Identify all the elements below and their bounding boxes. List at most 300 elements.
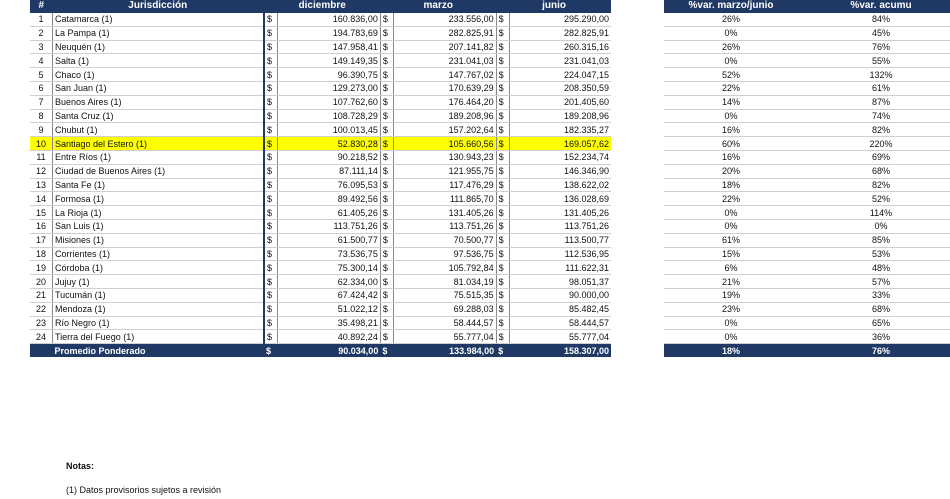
december-value: 35.498,21 [278, 316, 381, 330]
table-row [30, 54, 611, 68]
december-value: 87.111,14 [278, 164, 381, 178]
march-value: 131.405,26 [393, 206, 496, 220]
currency-symbol: $ [264, 13, 278, 26]
currency-symbol: $ [264, 330, 278, 344]
currency-symbol: $ [380, 137, 393, 151]
row-number: 13 [30, 178, 53, 192]
currency-symbol: $ [380, 275, 393, 289]
average-march: 133.984,00 [393, 344, 496, 358]
june-value: 169.057,62 [509, 137, 611, 151]
table-row [30, 219, 611, 233]
var-accumulated-value: 61% [798, 81, 950, 95]
currency-symbol: $ [264, 54, 278, 68]
currency-symbol: $ [380, 178, 393, 192]
currency-symbol: $ [496, 233, 509, 247]
variation-row [664, 330, 950, 344]
december-value: 90.218,52 [278, 150, 381, 164]
currency-symbol: $ [264, 219, 278, 233]
currency-symbol: $ [496, 54, 509, 68]
row-number: 1 [30, 13, 53, 26]
jurisdiction-name: Santa Cruz (1) [53, 109, 265, 123]
var-accumulated-value: 132% [798, 68, 950, 82]
variation-row [664, 26, 950, 40]
june-value: 112.536,95 [509, 247, 611, 261]
currency-symbol: $ [380, 26, 393, 40]
currency-symbol: $ [380, 150, 393, 164]
june-value: 111.622,31 [509, 261, 611, 275]
var-march-june-value: 22% [664, 81, 798, 95]
var-march-june-value: 0% [664, 26, 798, 40]
variation-row [664, 54, 950, 68]
var-march-june-value: 20% [664, 164, 798, 178]
june-value: 113.751,26 [509, 219, 611, 233]
currency-symbol: $ [380, 95, 393, 109]
currency-symbol: $ [380, 192, 393, 206]
currency-symbol: $ [496, 68, 509, 82]
var-march-june-value: 0% [664, 109, 798, 123]
currency-symbol: $ [264, 150, 278, 164]
variation-row [664, 261, 950, 275]
march-value: 170.639,29 [393, 81, 496, 95]
var-march-june-value: 21% [664, 275, 798, 289]
var-accumulated-value: 85% [798, 233, 950, 247]
note-line: (1) Datos provisorios sujetos a revisión [66, 485, 222, 495]
currency-symbol: $ [264, 109, 278, 123]
march-value: 121.955,75 [393, 164, 496, 178]
row-number: 18 [30, 247, 53, 261]
currency-symbol: $ [496, 219, 509, 233]
variation-row [664, 164, 950, 178]
jurisdiction-name: Chaco (1) [53, 68, 265, 82]
index-header: # [30, 0, 53, 13]
average-var-accumulated: 76% [798, 344, 950, 358]
var-march-june-value: 19% [664, 288, 798, 302]
currency-symbol: $ [264, 233, 278, 247]
var-accumulated-value: 87% [798, 95, 950, 109]
march-value: 157.202,64 [393, 123, 496, 137]
december-value: 100.013,45 [278, 123, 381, 137]
december-value: 73.536,75 [278, 247, 381, 261]
variation-row [664, 150, 950, 164]
currency-symbol: $ [496, 95, 509, 109]
variation-row [664, 192, 950, 206]
table-row [30, 137, 611, 151]
var-march-june-value: 22% [664, 192, 798, 206]
december-value: 67.424,42 [278, 288, 381, 302]
row-number: 17 [30, 233, 53, 247]
jurisdiction-name: Tucumán (1) [53, 288, 265, 302]
june-value: 182.335,27 [509, 123, 611, 137]
march-value: 58.444,57 [393, 316, 496, 330]
row-number: 7 [30, 95, 53, 109]
left-margin [0, 0, 30, 499]
var-march-june-value: 0% [664, 219, 798, 233]
currency-symbol: $ [264, 68, 278, 82]
currency-symbol: $ [380, 316, 393, 330]
jurisdiction-name: Tierra del Fuego (1) [53, 330, 265, 344]
variation-row [664, 233, 950, 247]
var-accumulated-value: 69% [798, 150, 950, 164]
currency-symbol: $ [380, 109, 393, 123]
june-value: 138.622,02 [509, 178, 611, 192]
currency-symbol: $ [496, 261, 509, 275]
row-number: 20 [30, 275, 53, 289]
march-value: 147.767,02 [393, 68, 496, 82]
currency-symbol: $ [380, 68, 393, 82]
june-value: 189.208,96 [509, 109, 611, 123]
var-accumulated-value: 52% [798, 192, 950, 206]
var-accumulated-value: 48% [798, 261, 950, 275]
row-number: 19 [30, 261, 53, 275]
row-number: 21 [30, 288, 53, 302]
row-number: 10 [30, 137, 53, 151]
jurisdiction-name: Río Negro (1) [53, 316, 265, 330]
currency-symbol: $ [496, 109, 509, 123]
var-accumulated-value: 82% [798, 178, 950, 192]
variation-row [664, 109, 950, 123]
currency-symbol: $ [380, 40, 393, 54]
jurisdiction-name: Corrientes (1) [53, 247, 265, 261]
currency-symbol: $ [496, 275, 509, 289]
table-row [30, 275, 611, 289]
var-march-june-value: 0% [664, 330, 798, 344]
currency-symbol: $ [264, 288, 278, 302]
table-row [30, 233, 611, 247]
june-value: 113.500,77 [509, 233, 611, 247]
jurisdiction-name: Catamarca (1) [53, 13, 265, 26]
june-value: 201.405,60 [509, 95, 611, 109]
jurisdiction-header: Jurisdicción [53, 0, 265, 13]
march-value: 105.792,84 [393, 261, 496, 275]
currency-symbol: $ [496, 40, 509, 54]
march-value: 130.943,23 [393, 150, 496, 164]
row-number: 24 [30, 330, 53, 344]
june-value: 55.777,04 [509, 330, 611, 344]
june-value: 282.825,91 [509, 26, 611, 40]
currency-symbol: $ [380, 54, 393, 68]
var-accumulated-value: 68% [798, 164, 950, 178]
var-accumulated-value: 220% [798, 137, 950, 151]
jurisdiction-name: San Luis (1) [53, 219, 265, 233]
currency-symbol: $ [264, 40, 278, 54]
jurisdiction-name: Mendoza (1) [53, 302, 265, 316]
var-accumulated-value: 76% [798, 40, 950, 54]
june-value: 295.290,00 [509, 13, 611, 26]
row-number: 3 [30, 40, 53, 54]
var-march-june-value: 0% [664, 206, 798, 220]
var-march-june-value: 52% [664, 68, 798, 82]
variation-row [664, 137, 950, 151]
row-number: 16 [30, 219, 53, 233]
march-value: 231.041,03 [393, 54, 496, 68]
var-march-june-value: 60% [664, 137, 798, 151]
currency-symbol: $ [496, 164, 509, 178]
var-accumulated-value: 68% [798, 302, 950, 316]
december-value: 194.783,69 [278, 26, 381, 40]
currency-symbol: $ [264, 261, 278, 275]
currency-symbol: $ [496, 206, 509, 220]
currency-symbol: $ [496, 247, 509, 261]
var-march-june-header: %var. marzo/junio [664, 0, 798, 13]
currency-symbol: $ [380, 261, 393, 275]
jurisdiction-name: La Pampa (1) [53, 26, 265, 40]
currency-symbol: $ [496, 344, 509, 358]
var-march-june-value: 16% [664, 150, 798, 164]
december-value: 108.728,29 [278, 109, 381, 123]
currency-symbol: $ [264, 206, 278, 220]
currency-symbol: $ [380, 206, 393, 220]
variation-row [664, 206, 950, 220]
currency-symbol: $ [264, 316, 278, 330]
march-value: 282.825,91 [393, 26, 496, 40]
table-row [30, 68, 611, 82]
june-value: 136.028,69 [509, 192, 611, 206]
currency-symbol: $ [496, 26, 509, 40]
jurisdiction-name: La Rioja (1) [53, 206, 265, 220]
table-row [30, 316, 611, 330]
row-number: 4 [30, 54, 53, 68]
variation-table [664, 0, 950, 357]
row-number: 6 [30, 81, 53, 95]
var-accumulated-header: %var. acumu [798, 0, 950, 13]
december-value: 61.405,26 [278, 206, 381, 220]
var-accumulated-value: 57% [798, 275, 950, 289]
variation-row [664, 40, 950, 54]
table-row [30, 95, 611, 109]
var-march-june-value: 14% [664, 95, 798, 109]
currency-symbol: $ [380, 13, 393, 26]
table-row [30, 261, 611, 275]
var-accumulated-value: 45% [798, 26, 950, 40]
row-number: 5 [30, 68, 53, 82]
var-accumulated-value: 53% [798, 247, 950, 261]
variation-body [664, 13, 950, 357]
jurisdiction-name: Formosa (1) [53, 192, 265, 206]
march-value: 81.034,19 [393, 275, 496, 289]
currency-symbol: $ [496, 192, 509, 206]
table-row [30, 330, 611, 344]
currency-symbol: $ [380, 302, 393, 316]
december-value: 89.492,56 [278, 192, 381, 206]
december-value: 149.149,35 [278, 54, 381, 68]
december-header: diciembre [264, 0, 380, 13]
var-march-june-value: 61% [664, 233, 798, 247]
var-march-june-value: 18% [664, 178, 798, 192]
var-accumulated-value: 84% [798, 13, 950, 26]
currency-symbol: $ [264, 178, 278, 192]
column-header-row [30, 0, 611, 13]
jurisdiction-name: Chubut (1) [53, 123, 265, 137]
table-body [30, 13, 611, 357]
table-row [30, 288, 611, 302]
jurisdiction-name: Santiago del Estero (1) [53, 137, 265, 151]
salary-table [30, 0, 611, 357]
december-value: 61.500,77 [278, 233, 381, 247]
jurisdiction-name: Jujuy (1) [53, 275, 265, 289]
march-value: 176.464,20 [393, 95, 496, 109]
table-row [30, 40, 611, 54]
jurisdiction-name: Buenos Aires (1) [53, 95, 265, 109]
december-value: 75.300,14 [278, 261, 381, 275]
table-row [30, 302, 611, 316]
march-value: 189.208,96 [393, 109, 496, 123]
variation-row [664, 123, 950, 137]
march-value: 70.500,77 [393, 233, 496, 247]
table-row [30, 206, 611, 220]
currency-symbol: $ [496, 316, 509, 330]
row-number: 9 [30, 123, 53, 137]
june-value: 231.041,03 [509, 54, 611, 68]
table-row [30, 13, 611, 26]
average-december: 90.034,00 [278, 344, 381, 358]
jurisdiction-name: Ciudad de Buenos Aires (1) [53, 164, 265, 178]
row-number: 12 [30, 164, 53, 178]
jurisdiction-name: Salta (1) [53, 54, 265, 68]
table-row [30, 150, 611, 164]
currency-symbol: $ [496, 288, 509, 302]
currency-symbol: $ [380, 288, 393, 302]
june-value: 224.047,15 [509, 68, 611, 82]
december-value: 113.751,26 [278, 219, 381, 233]
var-march-june-value: 16% [664, 123, 798, 137]
table-row [30, 164, 611, 178]
december-value: 40.892,24 [278, 330, 381, 344]
december-value: 51.022,12 [278, 302, 381, 316]
currency-symbol: $ [264, 164, 278, 178]
currency-symbol: $ [380, 81, 393, 95]
average-variation-row [664, 344, 950, 358]
row-number: 8 [30, 109, 53, 123]
var-accumulated-value: 74% [798, 109, 950, 123]
currency-symbol: $ [380, 247, 393, 261]
jurisdiction-name: Neuquén (1) [53, 40, 265, 54]
currency-symbol: $ [380, 219, 393, 233]
average-row [30, 344, 611, 358]
var-accumulated-value: 55% [798, 54, 950, 68]
jurisdiction-name: Córdoba (1) [53, 261, 265, 275]
average-var-march-june: 18% [664, 344, 798, 358]
currency-symbol: $ [264, 344, 278, 358]
december-value: 147.958,41 [278, 40, 381, 54]
table-row [30, 192, 611, 206]
currency-symbol: $ [496, 137, 509, 151]
march-value: 113.751,26 [393, 219, 496, 233]
currency-symbol: $ [380, 344, 393, 358]
currency-symbol: $ [496, 150, 509, 164]
table-row [30, 26, 611, 40]
var-march-june-value: 15% [664, 247, 798, 261]
var-accumulated-value: 65% [798, 316, 950, 330]
currency-symbol: $ [496, 330, 509, 344]
var-accumulated-value: 114% [798, 206, 950, 220]
currency-symbol: $ [264, 137, 278, 151]
currency-symbol: $ [496, 13, 509, 26]
row-number: 14 [30, 192, 53, 206]
var-accumulated-value: 82% [798, 123, 950, 137]
var-march-june-value: 6% [664, 261, 798, 275]
table-row [30, 81, 611, 95]
currency-symbol: $ [496, 178, 509, 192]
june-value: 98.051,37 [509, 275, 611, 289]
march-value: 75.515,35 [393, 288, 496, 302]
average-label: Promedio Ponderado [53, 344, 265, 358]
variation-row [664, 81, 950, 95]
variation-row [664, 13, 950, 26]
notes-title: Notas: [66, 461, 95, 471]
table-row [30, 109, 611, 123]
currency-symbol: $ [264, 302, 278, 316]
currency-symbol: $ [380, 164, 393, 178]
currency-symbol: $ [380, 330, 393, 344]
december-value: 96.390,75 [278, 68, 381, 82]
june-value: 146.346,90 [509, 164, 611, 178]
variation-row [664, 275, 950, 289]
var-march-june-value: 23% [664, 302, 798, 316]
currency-symbol: $ [264, 275, 278, 289]
march-value: 111.865,70 [393, 192, 496, 206]
june-value: 131.405,26 [509, 206, 611, 220]
row-number: 22 [30, 302, 53, 316]
var-accumulated-value: 33% [798, 288, 950, 302]
row-number: 2 [30, 26, 53, 40]
june-value: 260.315,16 [509, 40, 611, 54]
december-value: 76.095,53 [278, 178, 381, 192]
december-value: 52.830,28 [278, 137, 381, 151]
var-accumulated-value: 0% [798, 219, 950, 233]
currency-symbol: $ [264, 247, 278, 261]
variation-row [664, 178, 950, 192]
currency-symbol: $ [264, 26, 278, 40]
row-number: 15 [30, 206, 53, 220]
var-march-june-value: 0% [664, 54, 798, 68]
currency-symbol: $ [496, 123, 509, 137]
variation-row [664, 247, 950, 261]
december-value: 129.273,00 [278, 81, 381, 95]
march-value: 233.556,00 [393, 13, 496, 26]
row-number: 23 [30, 316, 53, 330]
jurisdiction-name: Entre Ríos (1) [53, 150, 265, 164]
notes-section [66, 461, 221, 495]
var-accumulated-value: 36% [798, 330, 950, 344]
march-value: 97.536,75 [393, 247, 496, 261]
jurisdiction-name: Misiones (1) [53, 233, 265, 247]
march-header: marzo [380, 0, 496, 13]
variation-row [664, 95, 950, 109]
currency-symbol: $ [380, 123, 393, 137]
var-march-june-value: 26% [664, 40, 798, 54]
june-value: 85.482,45 [509, 302, 611, 316]
average-blank [30, 344, 53, 358]
currency-symbol: $ [496, 302, 509, 316]
variation-row [664, 68, 950, 82]
jurisdiction-name: Santa Fe (1) [53, 178, 265, 192]
variation-row [664, 316, 950, 330]
december-value: 62.334,00 [278, 275, 381, 289]
march-value: 69.288,03 [393, 302, 496, 316]
june-value: 208.350,59 [509, 81, 611, 95]
currency-symbol: $ [264, 192, 278, 206]
variation-header-row [664, 0, 950, 13]
march-value: 55.777,04 [393, 330, 496, 344]
variation-row [664, 219, 950, 233]
var-march-june-value: 26% [664, 13, 798, 26]
june-value: 152.234,74 [509, 150, 611, 164]
june-header: junio [496, 0, 611, 13]
variation-row [664, 302, 950, 316]
march-value: 105.660,56 [393, 137, 496, 151]
variation-row [664, 288, 950, 302]
currency-symbol: $ [380, 233, 393, 247]
